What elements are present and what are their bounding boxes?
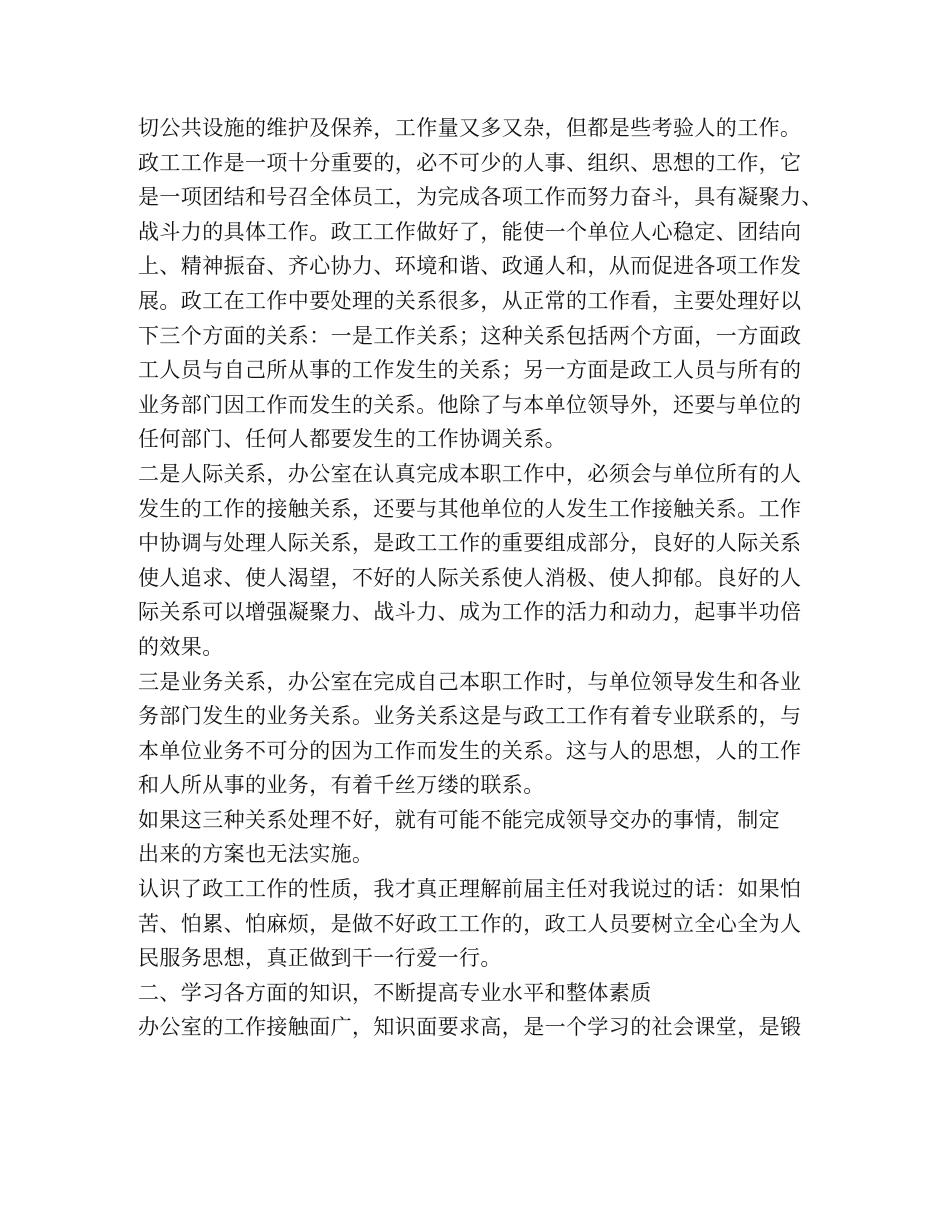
text-line: 使人追求、使人渴望，不好的人际关系使人消极、使人抑郁。良好的人 [138, 565, 802, 590]
text-line: 出来的方案也无法实施。 [138, 842, 374, 867]
text-line: 战斗力的具体工作。政工工作做好了，能使一个单位人心稳定、团结向 [138, 219, 802, 244]
text-line: 政工工作是一项十分重要的，必不可少的人事、组织、思想的工作，它 [138, 150, 802, 175]
text-line: 任何部门、任何人都要发生的工作协调关系。 [138, 427, 566, 452]
text-line: 发生的工作的接触关系，还要与其他单位的人发生工作接触关系。工作 [138, 496, 802, 521]
text-line: 如果这三种关系处理不好，就有可能不能完成领导交办的事情，制定 [138, 807, 780, 832]
text-line: 的效果。 [138, 634, 224, 659]
text-line: 本单位业务不可分的因为工作而发生的关系。这与人的思想，人的工作 [138, 738, 802, 763]
text-line: 工人员与自己所从事的工作发生的关系；另一方面是政工人员与所有的 [138, 358, 802, 383]
text-line: 三是业务关系，办公室在完成自己本职工作时，与单位领导发生和各业 [138, 669, 802, 694]
text-line: 际关系可以增强凝聚力、战斗力、成为工作的活力和动力，起事半功倍 [138, 600, 802, 625]
text-line: 是一项团结和号召全体员工，为完成各项工作而努力奋斗，具有凝聚力、 [138, 185, 823, 210]
text-line: 和人所从事的业务，有着千丝万缕的联系。 [138, 773, 545, 798]
text-line: 办公室的工作接触面广，知识面要求高，是一个学习的社会课堂，是锻 [138, 1015, 802, 1040]
text-line: 上、精神振奋、齐心协力、环境和谐、政通人和，从而促进各项工作发 [138, 254, 802, 279]
text-line: 中协调与处理人际关系，是政工工作的重要组成部分，良好的人际关系 [138, 531, 802, 556]
text-line: 苦、怕累、怕麻烦，是做不好政工工作的，政工人员要树立全心全为人 [138, 911, 802, 936]
text-line: 业务部门因工作而发生的关系。他除了与本单位领导外，还要与单位的 [138, 392, 802, 417]
text-line: 二是人际关系，办公室在认真完成本职工作中，必须会与单位所有的人 [138, 461, 802, 486]
section-heading: 二、学习各方面的知识，不断提高专业水平和整体素质 [138, 980, 652, 1005]
text-line: 切公共设施的维护及保养，工作量又多又杂，但都是些考验人的工作。 [138, 116, 802, 140]
text-line: 展。政工在工作中要处理的关系很多，从正常的工作看，主要处理好以 [138, 288, 802, 313]
text-line: 民服务思想，真正做到干一行爱一行。 [138, 946, 502, 971]
text-line: 务部门发生的业务关系。业务关系这是与政工工作有着专业联系的，与 [138, 704, 802, 729]
text-line: 认识了政工工作的性质，我才真正理解前届主任对我说过的话：如果怕 [138, 877, 802, 902]
document-body [138, 111, 828, 1045]
text-line: 下三个方面的关系：一是工作关系；这种关系包括两个方面，一方面政 [138, 323, 802, 348]
